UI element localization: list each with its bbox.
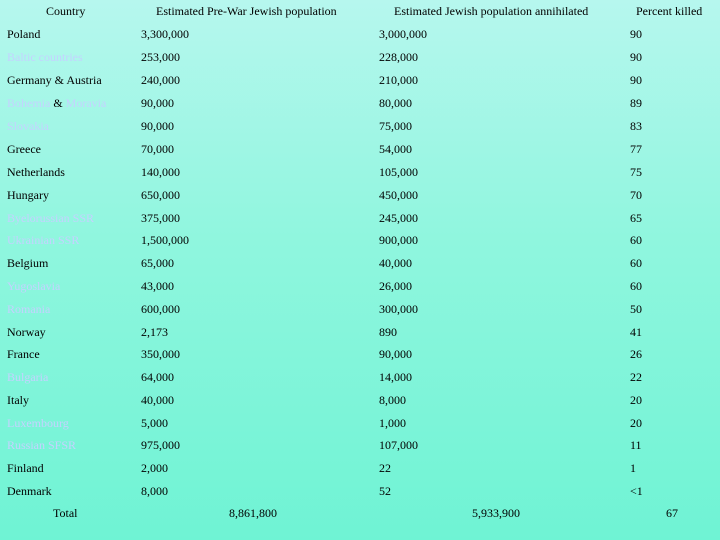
- table-row: [0, 253, 720, 273]
- country-link-moravia[interactable]: Moravia: [65, 96, 107, 110]
- header-annihilated: Estimated Jewish population annihilated: [394, 4, 589, 18]
- prewar-cell: 90,000: [141, 119, 174, 133]
- country-link-bohemia[interactable]: Bohemia: [7, 96, 51, 110]
- country-link[interactable]: Ukrainian SSR: [7, 233, 80, 247]
- prewar-cell: 375,000: [141, 211, 180, 225]
- annihilated-cell: 210,000: [379, 73, 418, 87]
- annihilated-cell: 22: [379, 461, 391, 475]
- table-row: [0, 93, 720, 113]
- country-cell: Germany & Austria: [7, 73, 102, 87]
- table-row: [0, 299, 720, 319]
- prewar-cell: 1,500,000: [141, 233, 189, 247]
- percent-cell: 20: [630, 393, 642, 407]
- annihilated-cell: 245,000: [379, 211, 418, 225]
- annihilated-cell: 80,000: [379, 96, 412, 110]
- country-cell: Netherlands: [7, 165, 65, 179]
- annihilated-cell: 54,000: [379, 142, 412, 156]
- total-annihilated-value: 5,933,900: [472, 506, 520, 520]
- country-link[interactable]: Yugoslavia: [7, 279, 61, 293]
- annihilated-cell: 52: [379, 484, 391, 498]
- annihilated-cell: 450,000: [379, 188, 418, 202]
- percent-cell: 70: [630, 188, 642, 202]
- annihilated-cell: 14,000: [379, 370, 412, 384]
- country-cell: [7, 93, 106, 113]
- table-row: [0, 162, 720, 182]
- annihilated-cell: 3,000,000: [379, 27, 427, 41]
- table-row: [0, 208, 720, 228]
- country-link[interactable]: Byelorussian SSR: [7, 211, 95, 225]
- percent-cell: 65: [630, 211, 642, 225]
- prewar-cell: 240,000: [141, 73, 180, 87]
- percent-cell: 26: [630, 347, 642, 361]
- country-link[interactable]: Romania: [7, 302, 51, 316]
- percent-cell: 90: [630, 50, 642, 64]
- table-row: [0, 24, 720, 44]
- header-country: Country: [46, 4, 86, 18]
- total-percent-value: 67: [666, 506, 678, 520]
- prewar-cell: 40,000: [141, 393, 174, 407]
- percent-cell: 60: [630, 233, 642, 247]
- annihilated-cell: 90,000: [379, 347, 412, 361]
- percent-cell: 50: [630, 302, 642, 316]
- prewar-cell: 43,000: [141, 279, 174, 293]
- table-row: [0, 276, 720, 296]
- annihilated-cell: 26,000: [379, 279, 412, 293]
- total-label: Total: [53, 506, 78, 520]
- table-row: [0, 47, 720, 67]
- annihilated-cell: 890: [379, 325, 397, 339]
- prewar-cell: 650,000: [141, 188, 180, 202]
- country-cell: Belgium: [7, 256, 49, 270]
- table-row: [0, 458, 720, 478]
- percent-cell: 90: [630, 27, 642, 41]
- annihilated-cell: 8,000: [379, 393, 406, 407]
- prewar-cell: 350,000: [141, 347, 180, 361]
- country-cell: Hungary: [7, 188, 49, 202]
- country-cell: France: [7, 347, 40, 361]
- table-row: [0, 185, 720, 205]
- prewar-cell: 64,000: [141, 370, 174, 384]
- table-row: [0, 139, 720, 159]
- table-row: [0, 70, 720, 90]
- table-row: [0, 230, 720, 250]
- percent-cell: 22: [630, 370, 642, 384]
- percent-cell: 11: [630, 438, 642, 452]
- prewar-cell: 70,000: [141, 142, 174, 156]
- country-link[interactable]: Luxembourg: [7, 416, 69, 430]
- annihilated-cell: 107,000: [379, 438, 418, 452]
- prewar-cell: 253,000: [141, 50, 180, 64]
- country-link[interactable]: Baltic countries: [7, 50, 83, 64]
- prewar-cell: 975,000: [141, 438, 180, 452]
- country-cell: Greece: [7, 142, 41, 156]
- table-row: [0, 116, 720, 136]
- table-row: [0, 413, 720, 433]
- percent-cell: 60: [630, 279, 642, 293]
- prewar-cell: 65,000: [141, 256, 174, 270]
- annihilated-cell: 900,000: [379, 233, 418, 247]
- percent-cell: 60: [630, 256, 642, 270]
- country-link[interactable]: Bulgaria: [7, 370, 49, 384]
- percent-cell: <1: [630, 484, 643, 498]
- header-percent-killed: Percent killed: [636, 4, 703, 18]
- percent-cell: 90: [630, 73, 642, 87]
- prewar-cell: 8,000: [141, 484, 168, 498]
- country-cell: Finland: [7, 461, 44, 475]
- prewar-cell: 3,300,000: [141, 27, 189, 41]
- table-row: [0, 435, 720, 455]
- prewar-cell: 5,000: [141, 416, 168, 430]
- percent-cell: 77: [630, 142, 642, 156]
- percent-cell: 83: [630, 119, 642, 133]
- total-prewar-value: 8,861,800: [229, 506, 277, 520]
- table-row: [0, 481, 720, 501]
- table-row: [0, 367, 720, 387]
- annihilated-cell: 228,000: [379, 50, 418, 64]
- country-link[interactable]: Russian SFSR: [7, 438, 77, 452]
- prewar-cell: 90,000: [141, 96, 174, 110]
- header-prewar-population: Estimated Pre-War Jewish population: [156, 4, 337, 18]
- table-row: [0, 390, 720, 410]
- annihilated-cell: 105,000: [379, 165, 418, 179]
- annihilated-cell: 300,000: [379, 302, 418, 316]
- country-cell: Italy: [7, 393, 29, 407]
- country-separator: &: [50, 96, 66, 110]
- percent-cell: 1: [630, 461, 636, 475]
- prewar-cell: 140,000: [141, 165, 180, 179]
- table-row: [0, 322, 720, 342]
- percent-cell: 20: [630, 416, 642, 430]
- country-link[interactable]: Slovakia: [7, 119, 49, 133]
- percent-cell: 41: [630, 325, 642, 339]
- percent-cell: 75: [630, 165, 642, 179]
- prewar-cell: 2,173: [141, 325, 168, 339]
- prewar-cell: 600,000: [141, 302, 180, 316]
- percent-cell: 89: [630, 96, 642, 110]
- country-cell: Poland: [7, 27, 41, 41]
- country-cell: Norway: [7, 325, 46, 339]
- annihilated-cell: 1,000: [379, 416, 406, 430]
- prewar-cell: 2,000: [141, 461, 168, 475]
- country-cell: Denmark: [7, 484, 52, 498]
- annihilated-cell: 75,000: [379, 119, 412, 133]
- table-row: [0, 344, 720, 364]
- annihilated-cell: 40,000: [379, 256, 412, 270]
